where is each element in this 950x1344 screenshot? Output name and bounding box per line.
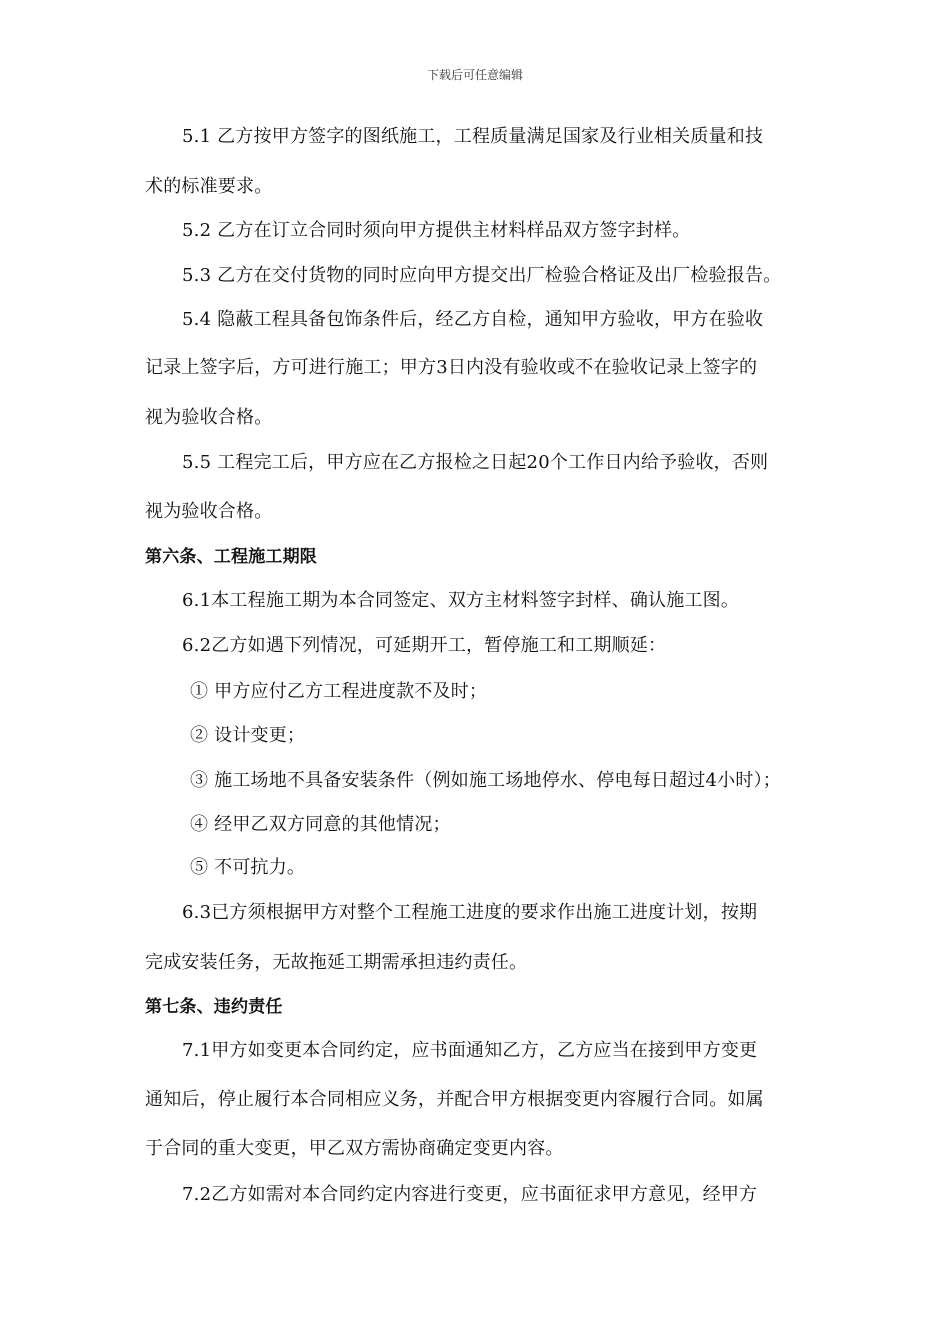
clause-5-5-line-2: 视为验收合格。 xyxy=(145,501,273,522)
clause-5-2: 5.2 乙方在订立合同时须向甲方提供主材料样品双方签字封样。 xyxy=(182,220,691,241)
list-item-1: ① 甲方应付乙方工程进度款不及时； xyxy=(190,681,488,702)
clause-7-1-line-3: 于合同的重大变更，甲乙双方需协商确定变更内容。 xyxy=(145,1138,564,1159)
clause-5-4-line-3: 视为验收合格。 xyxy=(145,407,273,428)
clause-7-1-line-2: 通知后，停止履行本合同相应义务，并配合甲方根据变更内容履行合同。如属 xyxy=(145,1089,764,1110)
clause-5-1-line-2: 术的标准要求。 xyxy=(145,176,273,197)
clause-6-2: 6.2乙方如遇下列情况，可延期开工，暂停施工和工期顺延： xyxy=(182,635,667,656)
clause-7-1-line-1: 7.1甲方如变更本合同约定，应书面通知乙方，乙方应当在接到甲方变更 xyxy=(182,1040,758,1061)
list-item-5: ⑤ 不可抗力。 xyxy=(190,857,306,878)
page-header: 下载后可任意编辑 xyxy=(426,68,523,82)
clause-5-1-line-1: 5.1 乙方按甲方签字的图纸施工，工程质量满足国家及行业相关质量和技 xyxy=(182,126,764,147)
clause-6-3-line-2: 完成安装任务，无故拖延工期需承担违约责任。 xyxy=(145,952,528,973)
clause-5-4-line-1: 5.4 隐蔽工程具备包饰条件后，经乙方自检，通知甲方验收，甲方在验收 xyxy=(182,309,764,330)
clause-7-2-line-1: 7.2乙方如需对本合同约定内容进行变更，应书面征求甲方意见，经甲方 xyxy=(182,1184,758,1205)
section-heading-6: 第六条、工程施工期限 xyxy=(145,547,317,567)
list-item-2: ② 设计变更； xyxy=(190,725,306,746)
clause-5-5-line-1: 5.5 工程完工后，甲方应在乙方报检之日起20个工作日内给予验收，否则 xyxy=(182,452,769,473)
clause-6-3-line-1: 6.3已方须根据甲方对整个工程施工进度的要求作出施工进度计划，按期 xyxy=(182,902,758,923)
clause-5-3: 5.3 乙方在交付货物的同时应向甲方提交出厂检验合格证及出厂检验报告。 xyxy=(182,265,782,286)
section-heading-7: 第七条、违约责任 xyxy=(145,997,283,1017)
list-item-3: ③ 施工场地不具备安装条件（例如施工场地停水、停电每日超过4小时）； xyxy=(190,770,781,791)
list-item-4: ④ 经甲乙双方同意的其他情况； xyxy=(190,814,451,835)
clause-6-1: 6.1本工程施工期为本合同签定、双方主材料签字封样、确认施工图。 xyxy=(182,590,740,611)
clause-5-4-line-2: 记录上签字后，方可进行施工；甲方3日内没有验收或不在验收记录上签字的 xyxy=(145,357,758,378)
